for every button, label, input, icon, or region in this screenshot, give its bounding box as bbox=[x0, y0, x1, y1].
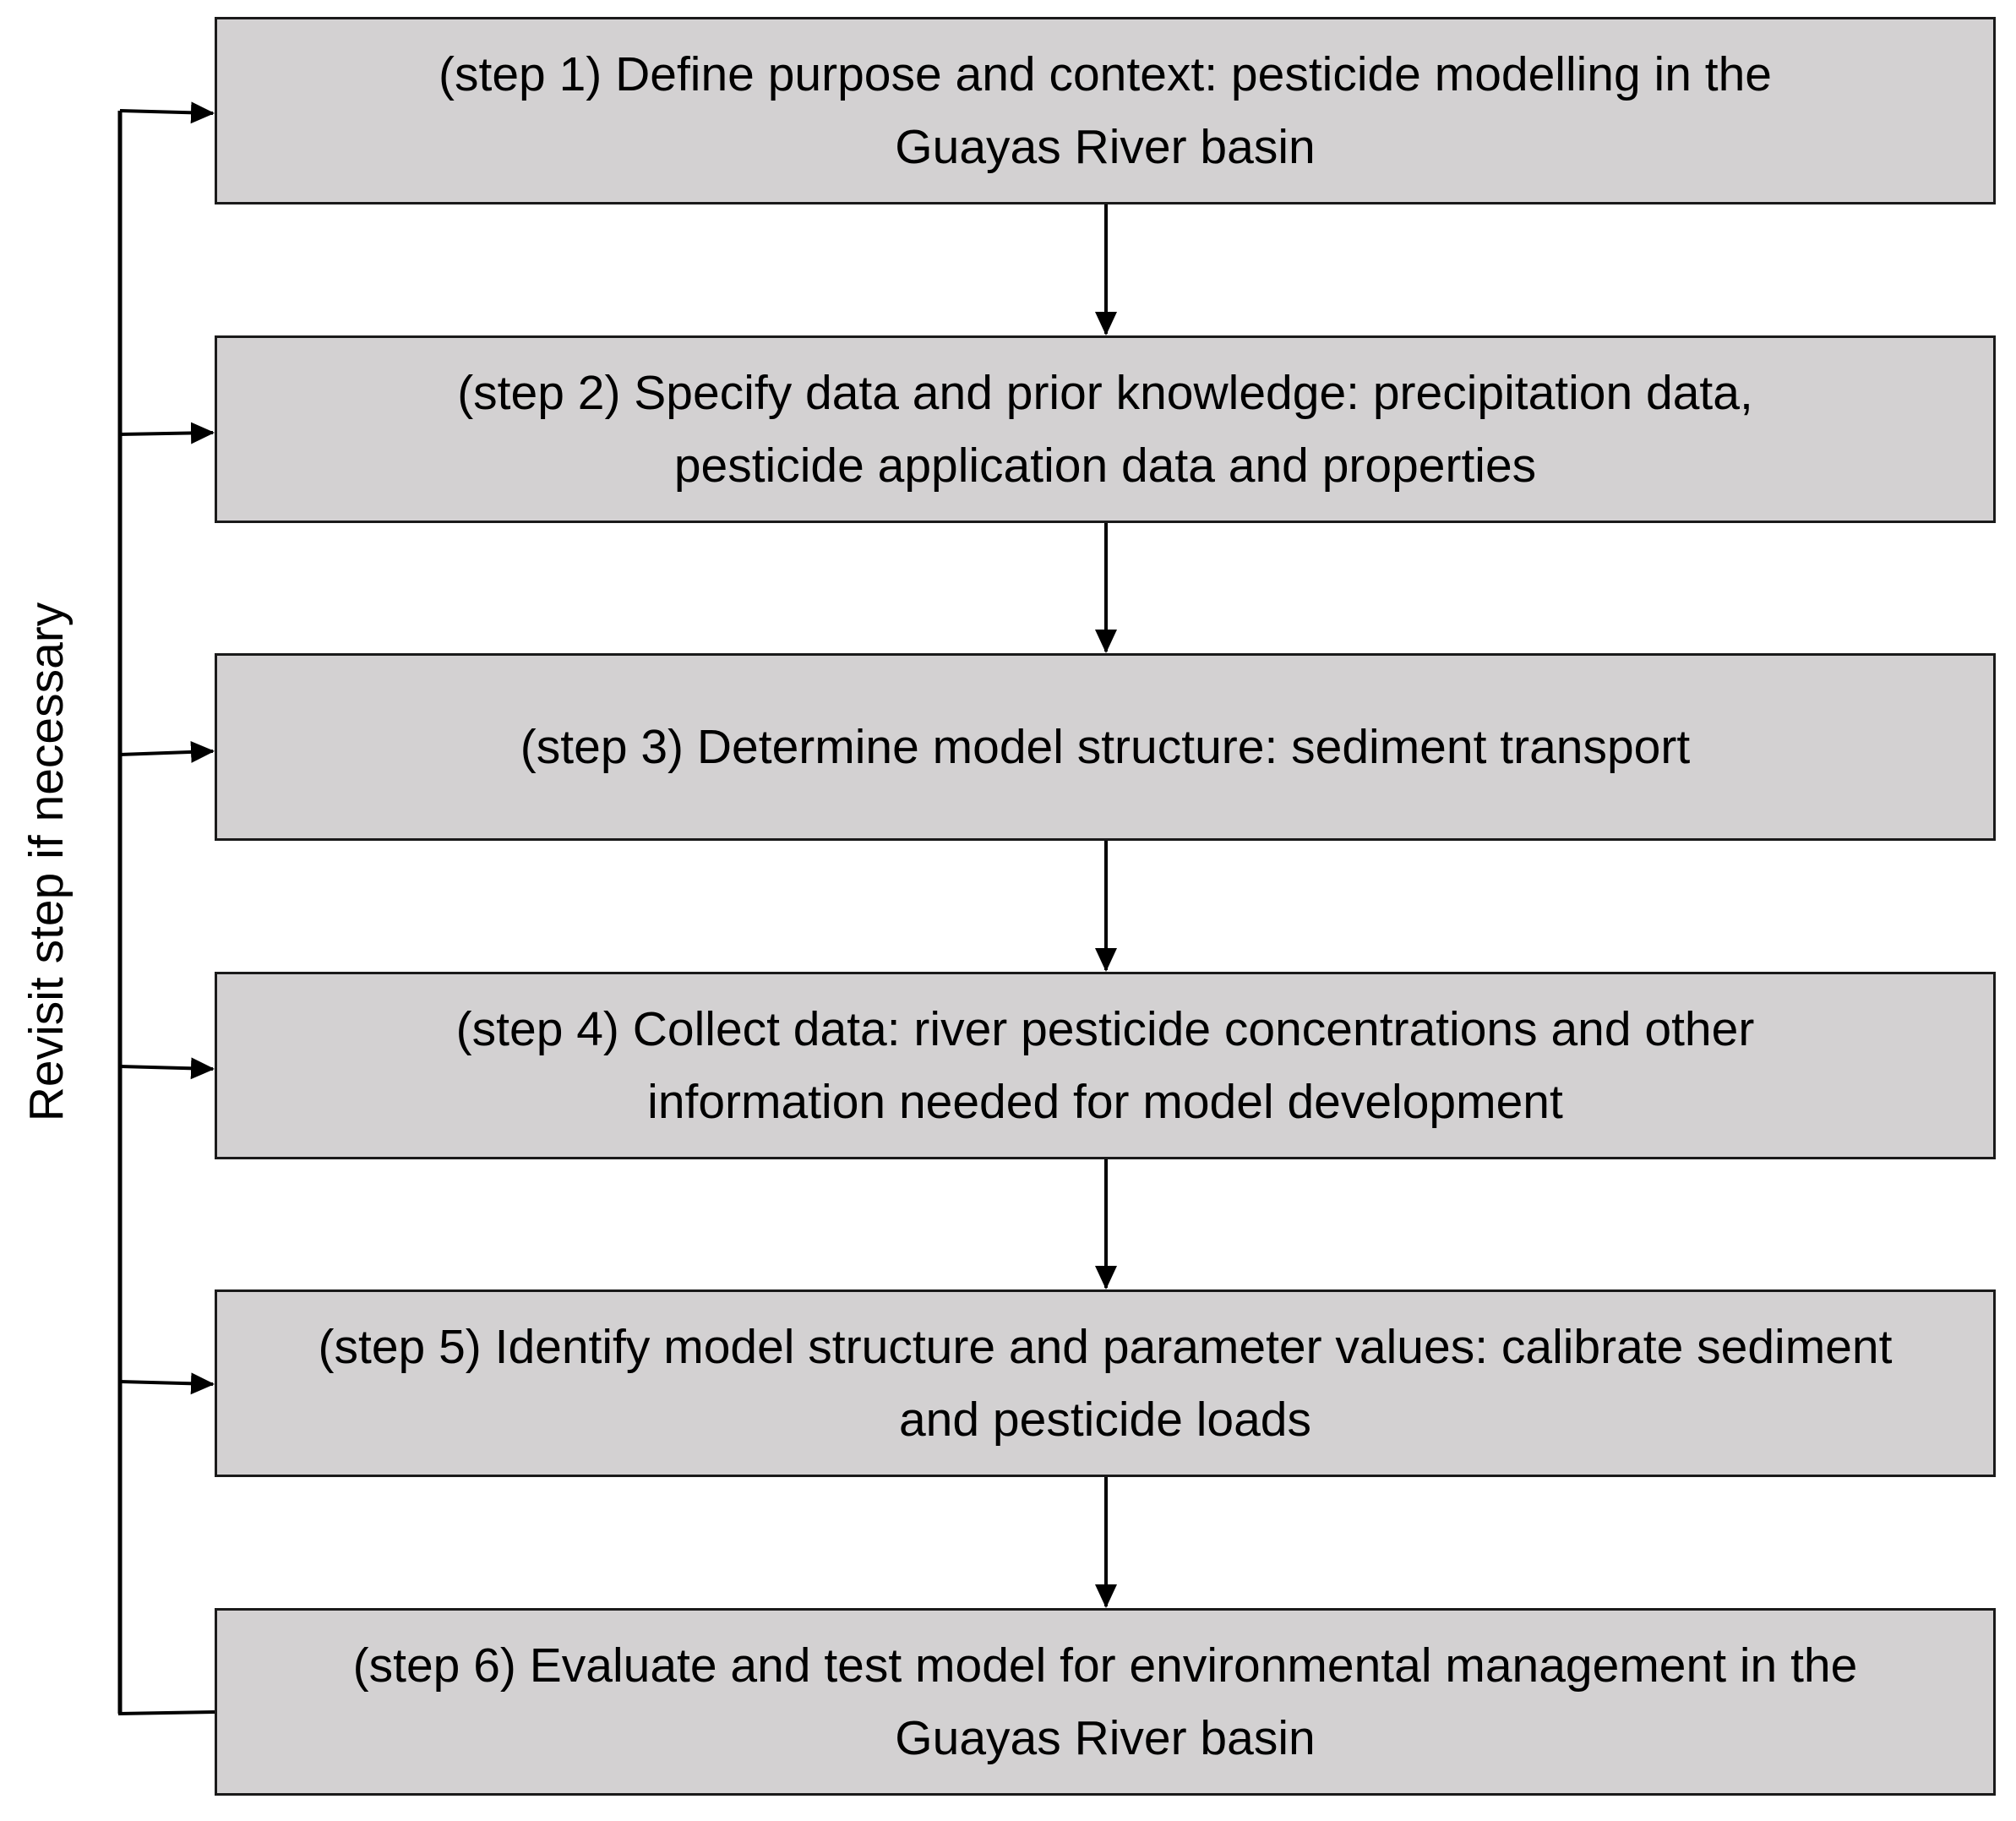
step-3-text: (step 3) Determine model structure: sediment transport bbox=[520, 720, 1691, 774]
step-5-box bbox=[215, 1289, 1996, 1477]
step-4-text: (step 4) Collect data: river pesticide concentrations and other information needed for model development bbox=[455, 1002, 1755, 1129]
step-6-text: (step 6) Evaluate and test model for environmental management in the Guayas River basin bbox=[352, 1638, 1858, 1765]
step-3-box bbox=[215, 653, 1996, 841]
step-2-text: (step 2) Specify data and prior knowledge: precipitation data, pesticide application data and properties bbox=[457, 366, 1753, 493]
step-2-box bbox=[215, 335, 1996, 523]
feedback-line-from-step-6 bbox=[118, 1712, 215, 1714]
step-4-box bbox=[215, 972, 1996, 1159]
feedback-arrow-step-2 bbox=[120, 433, 213, 434]
feedback-arrow-step-3 bbox=[120, 751, 213, 755]
feedback-arrow-step-4 bbox=[120, 1066, 213, 1069]
step-5-text: (step 5) Identify model structure and parameter values: calibrate sediment and pesticide loads bbox=[318, 1320, 1893, 1447]
step-1-text: (step 1) Define purpose and context: pesticide modelling in the Guayas River basin bbox=[439, 47, 1772, 174]
step-6-box bbox=[215, 1608, 1996, 1796]
feedback-label: Revisit step if necessary bbox=[19, 602, 74, 1122]
feedback-arrow-step-1 bbox=[120, 111, 213, 113]
step-1-box bbox=[215, 17, 1996, 204]
feedback-arrow-step-5 bbox=[120, 1382, 213, 1384]
